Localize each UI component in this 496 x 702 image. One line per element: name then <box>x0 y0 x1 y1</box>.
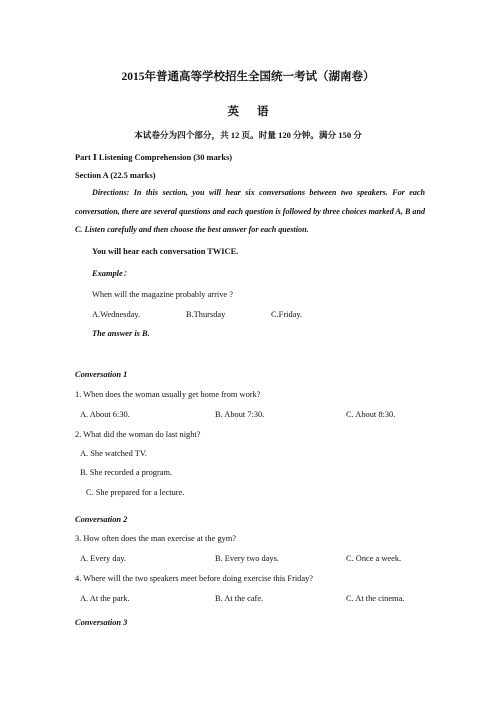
example-question: When will the magazine probably arrive ? <box>92 290 233 299</box>
question-text: 2. What did the woman do last night? <box>75 430 201 439</box>
option-a: A. At the park. <box>80 594 130 603</box>
option-c: C. She prepared for a lecture. <box>86 488 185 497</box>
option-b: B. At the cafe. <box>215 594 264 603</box>
exam-note: 本试卷分为四个部分，共 12 页。时量 120 分钟。满分 150 分 <box>134 130 362 140</box>
question-text: 4. Where will the two speakers meet before doing exercise this Friday? <box>75 574 313 583</box>
option-b: B. About 7:30. <box>215 410 265 419</box>
exam-title: 2015年普通高等学校招生全国统一考试（湖南卷） <box>121 71 375 83</box>
option-a: A. She watched TV. <box>80 449 147 458</box>
example-answer: The answer is B. <box>92 329 150 338</box>
option-a: A. Every day. <box>80 554 126 563</box>
twice-note: You will hear each conversation TWICE. <box>92 247 239 256</box>
option-c: C. Once a week. <box>346 554 402 563</box>
option-b: B. Every two days. <box>215 554 279 563</box>
subject-title: 英语 <box>227 106 287 118</box>
example-option-b: B.Thursday <box>186 310 226 319</box>
option-c: C. At the cinema. <box>346 594 405 603</box>
section-heading: Section A (22.5 marks) <box>75 171 156 180</box>
question-text: 1. When does the woman usually get home from work? <box>75 390 261 399</box>
example-label: Example： <box>92 269 132 278</box>
example-option-a: A.Wednesday. <box>92 310 141 319</box>
option-b: B. She recorded a program. <box>80 468 173 477</box>
option-a: A. About 6:30. <box>80 410 130 419</box>
option-c: C. About 8:30. <box>346 410 396 419</box>
conversation-title: Conversation 3 <box>75 618 128 627</box>
part-heading: Part Ⅰ Listening Comprehension (30 marks) <box>75 153 233 162</box>
example-option-c: C.Friday. <box>271 310 303 319</box>
conversation-title: Conversation 1 <box>75 370 128 379</box>
question-text: 3. How often does the man exercise at the gym? <box>75 534 236 543</box>
directions-paragraph: Directions: In this section, you will hear six conversations between two speakers. For each conversation, there are several questions and each question is followed by three choices marked A, B and C. Listen carefully and then choose the best answer for each question. <box>75 188 425 234</box>
conversation-title: Conversation 2 <box>75 515 128 524</box>
